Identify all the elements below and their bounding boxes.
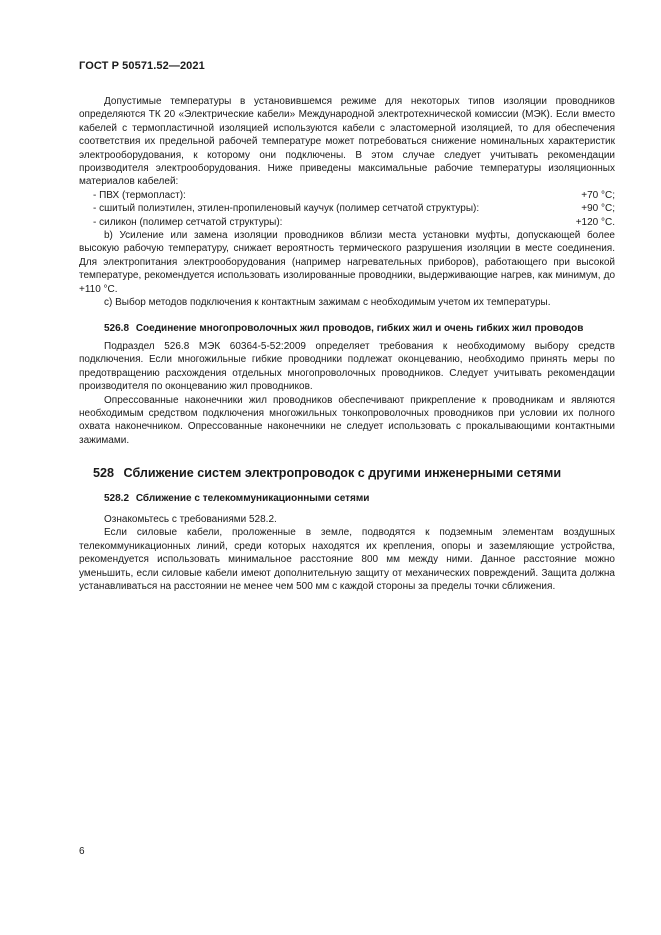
- section-528-2-paragraph-1: Ознакомьтесь с требованиями 528.2.: [104, 513, 277, 525]
- section-number: 528: [93, 466, 115, 481]
- section-526-8-paragraph-1: Подраздел 526.8 МЭК 60364-5-52:2009 определяет требования к необходимому выбору средств подключения. Если многожильные гибкие проводники подлежат оконцеванию, необходимо принять меры по предотвращению расхождения отдельных многопроволочных проводников. Следует учитывать рекомендации производителя по оконцеванию жил проводников.: [79, 340, 615, 393]
- section-528-2-heading: [79, 492, 615, 505]
- section-number: 526.8: [104, 322, 130, 334]
- item-c-paragraph: c) Выбор методов подключения к контактным зажимам с необходимым учетом их температуры.: [104, 297, 551, 309]
- section-title: Соединение многопроволочных жил проводов, гибких жил и очень гибких жил проводов: [135, 322, 584, 334]
- page-number: 6: [79, 846, 85, 857]
- temperature-value: +90 °С;: [581, 203, 615, 215]
- temperature-item-pvc: [79, 189, 615, 202]
- section-title: Сближение систем электропроводок с другими инженерными сетями: [123, 466, 562, 481]
- item-b-paragraph: b) Усиление или замена изоляции проводников вблизи места установки муфты, допускающей более высокую рабочую температуру, снижает вероятность термического разрушения изоляции в месте соединения. Для электропитания электрооборудования (например нагревательных приборов), работающего при высокой температуре, рекомендуется использовать изолированные проводники, выдерживающие нагрев, как минимум, до +110 °С.: [79, 230, 615, 295]
- section-title: Сближение с телекоммуникационными сетями: [135, 492, 370, 504]
- page-content: [79, 95, 615, 593]
- temperature-item-xlpe: [79, 202, 615, 215]
- temperature-value: +70 °С;: [581, 189, 615, 201]
- temperature-value: +120 °С.: [575, 216, 615, 228]
- section-526-8-paragraph-2: Опрессованные наконечники жил проводников обеспечивают прикрепление к проводникам и являются необходимым средством подключения многожильных тонкопроволочных проводников при условии их полного охвата наконечником. Опрессованные наконечники не следует использовать с прокалывающими контактными зажимами.: [79, 394, 615, 446]
- section-528-2-paragraph-2: Если силовые кабели, проложенные в земле, подводятся к подземным элементам воздушных телекоммуникационных линий, среди которых находятся их крепления, опоры и заземляющие устройства, рекомендуется использовать минимальное расстояние 800 мм между ними. Данное расстояние можно уменьшить, если силовые кабели имеют дополнительную защиту от механических повреждений. Защита должна устанавливаться на расстоянии не менее чем 500 мм с каждой стороны за пределы точки сближения.: [79, 527, 615, 592]
- section-526-8-heading: [79, 322, 615, 335]
- section-number: 528.2: [104, 492, 130, 504]
- section-528-heading: [79, 467, 615, 480]
- intro-paragraph: Допустимые температуры в установившемся режиме для некоторых типов изоляции проводников определяются ТК 20 «Электрические кабели» Международной электротехнической комиссии (МЭК). Если вместо кабелей с термопластичной изоляцией используются кабели с эластомерной изоляцией, то для обеспечения соответствия их предельной рабочей температуре может потребоваться снижение номинальных характеристик электрооборудования, к которому они подключены. В этом случае следует учитывать рекомендации производителя электрооборудования. Ниже приведены максимальные рабочие температуры изоляционных материалов кабелей:: [79, 96, 615, 188]
- temperature-material: - сшитый полиэтилен, этилен-пропиленовый каучук (полимер сетчатой структуры):: [93, 203, 480, 215]
- temperature-material: - ПВХ (термопласт):: [93, 189, 186, 201]
- temperature-item-silicone: [79, 216, 615, 229]
- temperature-list: [79, 189, 615, 229]
- document-code-header: ГОСТ Р 50571.52—2021: [79, 60, 205, 72]
- temperature-material: - силикон (полимер сетчатой структуры):: [93, 216, 283, 228]
